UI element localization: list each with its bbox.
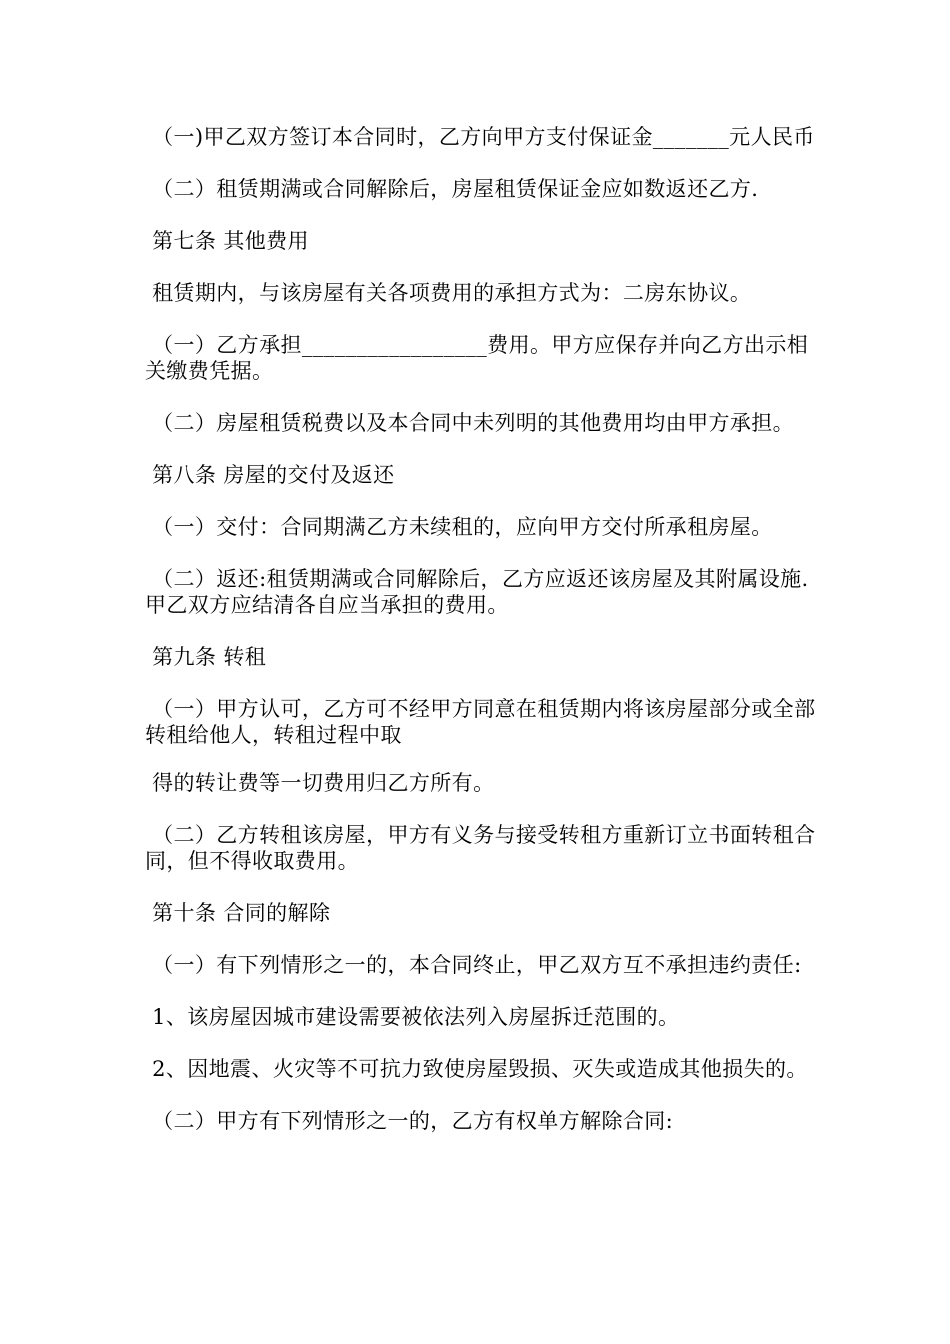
paragraph-sublease-contract: （二）乙方转租该房屋，甲方有义务与接受转租方重新订立书面转租合同，但不得收取费用。 [145,823,816,873]
paragraph-deposit-return: （二）租赁期满或合同解除后，房屋租赁保证金应如数返还乙方. [145,177,759,201]
list-item-force-majeure: 2、因地震、火灾等不可抗力致使房屋毁损、灭失或造成其他损失的。 [145,1057,808,1081]
paragraph-fee-arrangement: 租赁期内，与该房屋有关各项费用的承担方式为：二房东协议。 [145,281,752,305]
paragraph-unilateral-termination: （二）甲方有下列情形之一的，乙方有权单方解除合同: [145,1109,674,1133]
paragraph-tenant-fees: （一）乙方承担_________________费用。甲方应保存并向乙方出示相关缴费凭据。 [145,333,809,383]
paragraph-landlord-fees: （二）房屋租赁税费以及本合同中未列明的其他费用均由甲方承担。 [145,411,795,435]
article-10-heading: 第十条 合同的解除 [145,901,331,925]
list-item-demolition: 1、该房屋因城市建设需要被依法列入房屋拆迁范围的。 [145,1005,680,1029]
paragraph-return: （二）返还:租赁期满或合同解除后，乙方应返还该房屋及其附属设施.甲乙双方应结清各自应当承担的费用。 [145,567,809,617]
article-7-heading: 第七条 其他费用 [145,229,309,253]
document-page [145,124,825,1160]
paragraph-termination-conditions: （一）有下列情形之一的，本合同终止，甲乙双方互不承担违约责任: [145,953,802,977]
article-9-heading: 第九条 转租 [145,645,267,669]
article-8-heading: 第八条 房屋的交付及返还 [145,463,395,487]
paragraph-delivery: （一）交付：合同期满乙方未续租的，应向甲方交付所承租房屋。 [145,515,773,539]
paragraph-sublease-permission: （一）甲方认可，乙方可不经甲方同意在租赁期内将该房屋部分或全部转租给他人，转租过程中取 [145,697,816,747]
paragraph-deposit-payment: （一)甲乙双方签订本合同时，乙方向甲方支付保证金_______元人民币 [145,125,815,149]
paragraph-sublease-fees: 得的转让费等一切费用归乙方所有。 [145,771,495,795]
